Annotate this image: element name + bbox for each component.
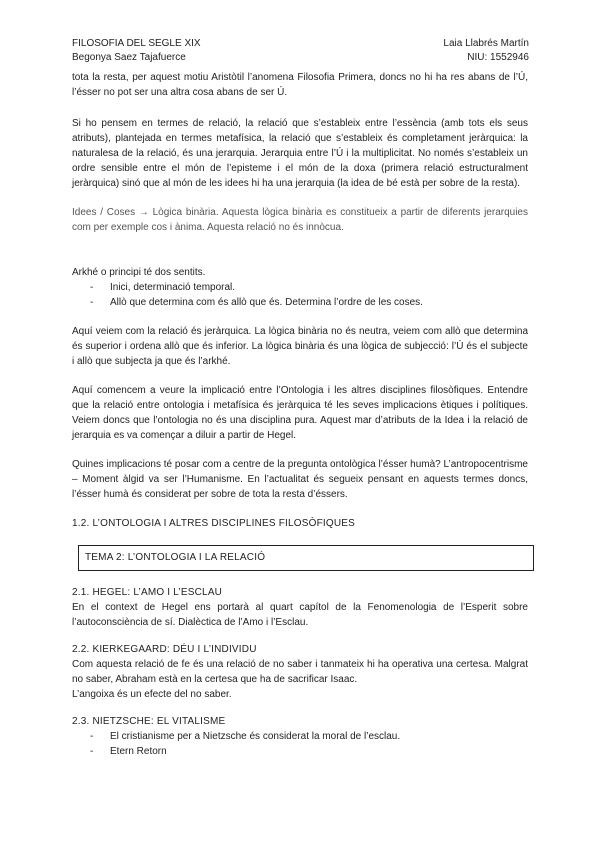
paragraph-kierkegaard: Com aquesta relació de fe és una relació de no saber i tanmateix hi ha operativa una certesa. Malgrat no saber, Abraham està en la certesa que ha de sacrificar Isaac. <box>72 659 528 685</box>
paragraph-implication: Aquí comencem a veure la implicació entre l’Ontologia i les altres disciplines filosòfiques. Entendre que la relació entre ontologia i metafísica és jeràrquica té les seves implicacions ètiques i polítiques. Veiem doncs que l’ontologia no és una disciplina pura. Aquest mar d’atributs de la Idea i la relació de jerarquia es va començar a diluir a partir de Hegel. <box>72 385 528 441</box>
section-heading-2-2: 2.2. KIERKEGAARD: DÉU I L’INDIVIDU <box>72 644 257 655</box>
paragraph-continuation: tota la resta, per aquest motiu Aristòtil l’anomena Filosofia Primera, doncs no hi ha res abans de l’Ú, l’ésser no pot ser una altra cosa abans de ser Ú. <box>72 72 528 98</box>
list-item: - El cristianisme per a Nietzsche és considerat la moral de l’esclau. <box>90 729 528 744</box>
header-right <box>443 37 529 65</box>
student-name: Laia Llabrés Martín <box>443 38 529 49</box>
paragraph-anxiety: L’angoixa és un efecte del no saber. <box>72 689 232 700</box>
paragraph-arkhe: Arkhé o principi té dos sentits. <box>72 267 206 278</box>
paragraph-hierarchy: Aquí veiem com la relació és jeràrquica. La lògica binària no és neutra, veiem com allò que determina és superior i ordena allò que és inferior. La lògica binària és una lògica de subjecció: l’Ú és el subjecte i allò que subjecta ja que és l’arkhé. <box>72 326 528 367</box>
section-heading-1-2: 1.2. L’ONTOLOGIA I ALTRES DISCIPLINES FILOSÒFIQUES <box>72 518 356 529</box>
section-heading-2-3: 2.3. NIETZSCHE: EL VITALISME <box>72 716 226 727</box>
tema-2-box: TEMA 2: L’ONTOLOGIA I LA RELACIÓ <box>78 545 534 571</box>
student-niu: NIU: 1552946 <box>467 52 529 63</box>
course-title: FILOSOFIA DEL SEGLE XIX <box>72 38 201 49</box>
list-item: - Inici, determinació temporal. <box>90 280 528 295</box>
section-heading-2-1: 2.1. HEGEL: L’AMO I L’ESCLAU <box>72 587 223 598</box>
nietzsche-list <box>72 729 528 759</box>
teacher-name: Begonya Saez Tajafuerce <box>72 52 186 63</box>
header-left <box>72 37 201 65</box>
list-item: - Allò que determina com és allò que és. Determina l’ordre de les coses. <box>90 295 528 310</box>
paragraph-hegel: En el context de Hegel ens portarà al quart capítol de la Fenomenologia de l’Esperit sobre l’autoconsciència de sí. Dialèctica de l’Amo i l’Esclau. <box>72 602 528 628</box>
document-body <box>72 70 528 759</box>
paragraph-binary-logic: Idees / Coses → Lògica binària. Aquesta lògica binària es constitueix a partir de diferents jerarquies com per exemple cos i ànima. Aquesta relació no és innòcua. <box>72 207 528 233</box>
list-item: - Etern Retorn <box>90 744 528 759</box>
paragraph-relation: Si ho pensem en termes de relació, la relació que s’estableix entre l’essència (amb tots els seus atributs), plantejada en termes metafísica, la relació que s’estableix és completament jeràrquica: la naturalesa de la relació, és una jerarquia. Jerarquia entre l’Ú i la multiplicitat. No només s’estableix un ordre sensible entre el món de l’episteme i el món de la doxa (primera relació estructuralment jeràrquica) sinó que al món de les idees hi ha una jerarquia (la idea de bé està per sobre de la resta). <box>72 118 528 189</box>
paragraph-anthropocentrism: Quines implicacions té posar com a centre de la pregunta ontològica l’ésser humà? L’antropocentrisme – Moment àlgid va ser l’Humanisme. En l’actualitat és segueix pensant en aquests termes doncs, l’ésser humà és considerat per sobre de tota la resta d’éssers. <box>72 459 528 500</box>
arkhe-list <box>72 280 528 310</box>
